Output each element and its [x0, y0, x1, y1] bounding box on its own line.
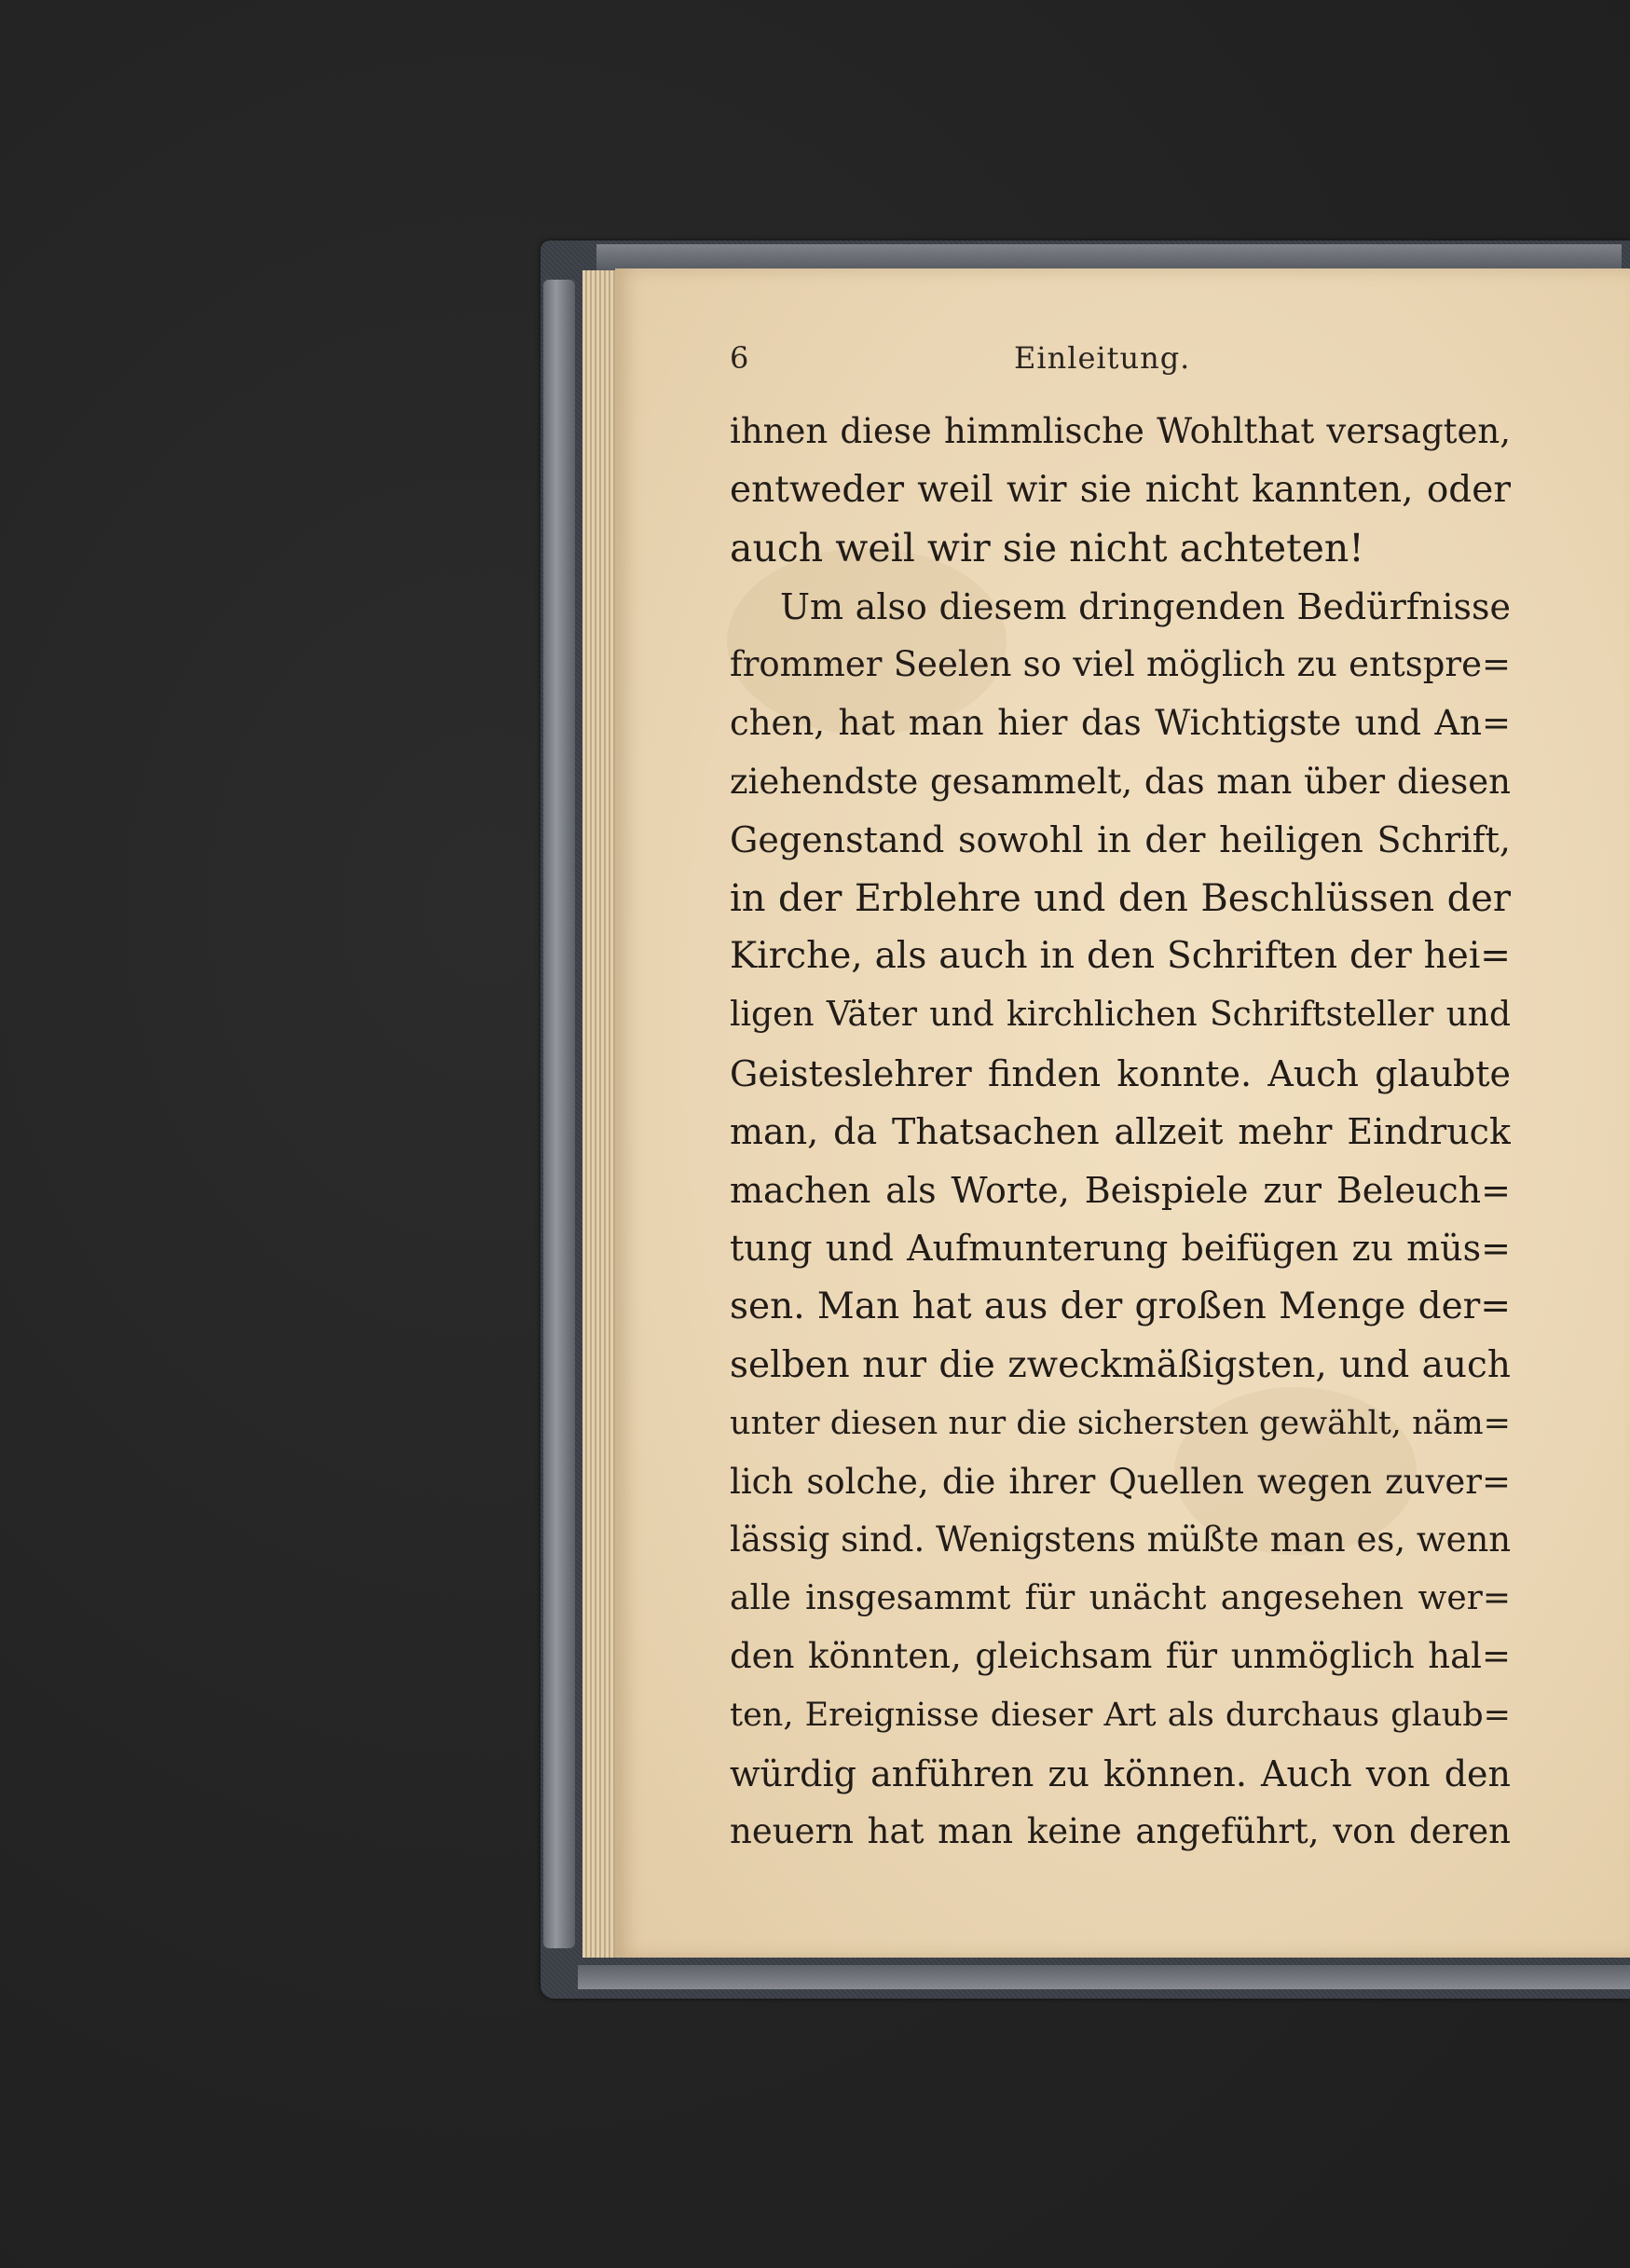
text-line: sen. Man hat aus der großen Menge der= — [730, 1285, 1511, 1327]
text-line: lich solche, die ihrer Quellen wegen zuver= — [730, 1461, 1511, 1502]
cover-edge-bottom — [578, 1965, 1630, 1989]
text-line: machen als Worte, Beispiele zur Beleuch= — [730, 1169, 1511, 1211]
text-line: selben nur die zweckmäßigsten, und auch — [730, 1343, 1511, 1386]
page-number: 6 — [730, 340, 749, 376]
text-line: unter diesen nur die sichersten gewählt, näm= — [730, 1405, 1511, 1443]
text-line: tung und Aufmunterung beifügen zu müs= — [730, 1228, 1511, 1270]
cover-edge-top — [596, 244, 1622, 270]
text-line: Um also diesem dringenden Bedürfnisse — [780, 585, 1511, 627]
text-line: Gegenstand sowohl in der heiligen Schrift, — [730, 819, 1511, 861]
cover-spine — [543, 280, 575, 1948]
text-line: lässig sind. Wenigstens müßte man es, wenn — [730, 1519, 1511, 1560]
text-line: in der Erblehre und den Beschlüssen der — [730, 876, 1511, 920]
text-line: ihnen diese himmlische Wohlthat versagten, — [730, 411, 1511, 451]
text-line: Kirche, als auch in den Schriften der hei= — [730, 935, 1511, 978]
text-line: chen, hat man hier das Wichtigste und An= — [730, 702, 1511, 743]
text-line: den könnten, gleichsam für unmöglich hal= — [730, 1636, 1511, 1677]
text-line: würdig anführen zu können. Auch von den — [730, 1753, 1511, 1794]
text-line: entweder weil wir sie nicht kannten, oder — [730, 468, 1511, 511]
running-head — [730, 340, 1513, 387]
text-line: frommer Seelen so viel möglich zu entspre= — [730, 644, 1511, 685]
text-line: alle insgesammt für unächt angesehen wer= — [730, 1578, 1511, 1617]
text-line: neuern hat man keine angeführt, von deren — [730, 1811, 1511, 1852]
text-line: auch weil wir sie nicht achteten! — [730, 526, 1364, 571]
text-line: ten, Ereignisse dieser Art als durchaus glaub= — [730, 1697, 1511, 1735]
header-title: Einleitung. — [1014, 340, 1191, 376]
text-line: ziehendste gesammelt, das man über diesen — [730, 761, 1511, 802]
text-line: Geisteslehrer finden konnte. Auch glaubte — [730, 1052, 1511, 1094]
body-text — [730, 403, 1511, 1862]
page-edges — [582, 270, 620, 1958]
text-line: man, da Thatsachen allzeit mehr Eindruck — [730, 1111, 1511, 1153]
text-line: ligen Väter und kirchlichen Schriftsteller und — [730, 995, 1511, 1034]
